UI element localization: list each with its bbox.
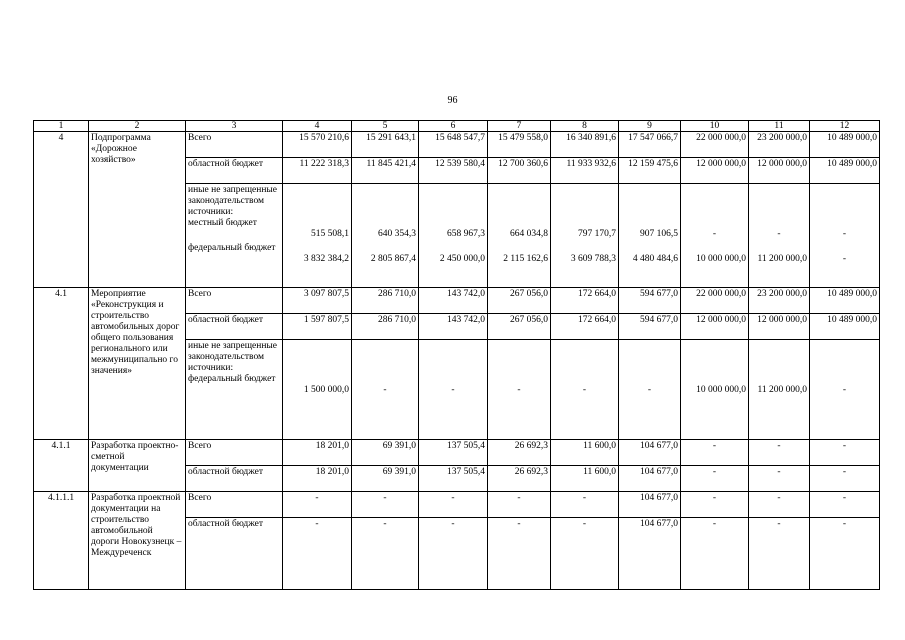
value-cell: 143 742,0 — [419, 288, 488, 314]
value-cell: 664 034,8 2 115 162,6 — [488, 184, 551, 288]
value-cell: - — [810, 440, 880, 466]
value-cell: 26 692,3 — [488, 466, 551, 492]
row-number: 4.1 — [34, 288, 89, 440]
value-cell: 16 340 891,6 — [551, 132, 619, 158]
budget-table — [33, 120, 880, 590]
value-cell: - — [810, 492, 880, 518]
column-header: 3 — [186, 121, 283, 132]
value-cell: - — [749, 466, 810, 492]
row-name: Подпрограмма «Дорожное хозяйство» — [89, 132, 186, 288]
value-cell: - — [749, 518, 810, 590]
value-cell: 18 201,0 — [283, 440, 352, 466]
column-header: 1 — [34, 121, 89, 132]
value-cell: 104 677,0 — [619, 492, 681, 518]
column-header: 12 — [810, 121, 880, 132]
value-cell: 12 159 475,6 — [619, 158, 681, 184]
value-cell: 640 354,3 2 805 867,4 — [352, 184, 419, 288]
other-sources-intro: иные не запрещенные законодательством источники: — [188, 341, 278, 373]
value-cell: 104 677,0 — [619, 440, 681, 466]
value-cell: - 11 200 000,0 — [749, 184, 810, 288]
value-cell: 15 479 558,0 — [488, 132, 551, 158]
line-label: федеральный бюджет — [188, 243, 276, 253]
value-cell: 11 845 421,4 — [352, 158, 419, 184]
value-cell: 1 500 000,0 — [283, 340, 352, 440]
column-header-row — [34, 121, 880, 132]
row-number: 4.1.1 — [34, 440, 89, 492]
other-sources-cell — [186, 184, 283, 288]
value-cell: - — [488, 340, 551, 440]
value-cell: 23 200 000,0 — [749, 132, 810, 158]
value-cell: 22 000 000,0 — [681, 288, 749, 314]
value-cell: - — [352, 518, 419, 590]
value-cell: 267 056,0 — [488, 288, 551, 314]
value-cell: 137 505,4 — [419, 466, 488, 492]
value-cell: 12 000 000,0 — [749, 314, 810, 340]
value-cell: 26 692,3 — [488, 440, 551, 466]
value-cell: 797 170,7 3 609 788,3 — [551, 184, 619, 288]
table-row — [34, 132, 880, 158]
value-cell: 12 700 360,6 — [488, 158, 551, 184]
value-cell: 15 570 210,6 — [283, 132, 352, 158]
value-cell: 17 547 066,7 — [619, 132, 681, 158]
value-cell: 69 391,0 — [352, 440, 419, 466]
value-cell: 11 600,0 — [551, 466, 619, 492]
other-sources-cell — [186, 340, 283, 440]
value-cell: - — [488, 492, 551, 518]
line-label: областной бюджет — [186, 158, 283, 184]
value-cell: - — [810, 466, 880, 492]
column-header: 5 — [352, 121, 419, 132]
page-number: 96 — [447, 95, 458, 106]
other-sources-intro: иные не запрещенные законодательством источники: — [188, 185, 278, 217]
table-row — [34, 492, 880, 518]
column-header: 4 — [283, 121, 352, 132]
value-cell: 12 000 000,0 — [681, 158, 749, 184]
value-cell: - — [749, 492, 810, 518]
column-header: 6 — [419, 121, 488, 132]
value-cell: - — [551, 492, 619, 518]
value-cell: 18 201,0 — [283, 466, 352, 492]
row-name: Мероприятие «Реконструкция и строительство автомобильных дорог общего пользования регионального или межмуниципально го значения» — [89, 288, 186, 440]
value-cell: - - — [810, 184, 880, 288]
value-cell: - — [419, 518, 488, 590]
value-cell: 267 056,0 — [488, 314, 551, 340]
value-cell: 12 539 580,4 — [419, 158, 488, 184]
value-cell: - — [619, 340, 681, 440]
value-cell: 104 677,0 — [619, 466, 681, 492]
column-header: 9 — [619, 121, 681, 132]
line-label: Всего — [186, 492, 283, 518]
value-cell: 12 000 000,0 — [749, 158, 810, 184]
column-header: 2 — [89, 121, 186, 132]
value-cell: - — [419, 340, 488, 440]
table-row — [34, 440, 880, 466]
value-cell: 143 742,0 — [419, 314, 488, 340]
value-cell: - — [283, 492, 352, 518]
value-cell: - — [551, 340, 619, 440]
value-cell: 23 200 000,0 — [749, 288, 810, 314]
value-cell: - — [681, 518, 749, 590]
value-cell: - — [749, 440, 810, 466]
value-cell: 10 489 000,0 — [810, 132, 880, 158]
value-cell: 11 222 318,3 — [283, 158, 352, 184]
value-cell: - — [488, 518, 551, 590]
table-row — [34, 288, 880, 314]
value-cell: 11 600,0 — [551, 440, 619, 466]
value-cell: 594 677,0 — [619, 288, 681, 314]
value-cell: 658 967,3 2 450 000,0 — [419, 184, 488, 288]
value-cell: 286 710,0 — [352, 314, 419, 340]
value-cell: 22 000 000,0 — [681, 132, 749, 158]
value-cell: - — [419, 492, 488, 518]
value-cell: 69 391,0 — [352, 466, 419, 492]
line-label: Всего — [186, 132, 283, 158]
value-cell: - — [810, 340, 880, 440]
value-cell: 10 489 000,0 — [810, 288, 880, 314]
value-cell: 11 933 932,6 — [551, 158, 619, 184]
value-cell: - — [810, 518, 880, 590]
line-label: федеральный бюджет — [188, 374, 276, 384]
value-cell: 11 200 000,0 — [749, 340, 810, 440]
value-cell: - — [681, 466, 749, 492]
value-cell: - — [283, 518, 352, 590]
row-name: Разработка проектно-сметной документации — [89, 440, 186, 492]
line-label: областной бюджет — [186, 518, 283, 590]
value-cell: - — [352, 340, 419, 440]
value-cell: 137 505,4 — [419, 440, 488, 466]
line-label: областной бюджет — [186, 314, 283, 340]
value-cell: 10 489 000,0 — [810, 314, 880, 340]
column-header: 11 — [749, 121, 810, 132]
value-cell: 172 664,0 — [551, 314, 619, 340]
value-cell: 12 000 000,0 — [681, 314, 749, 340]
line-label: Всего — [186, 440, 283, 466]
value-cell: - — [681, 440, 749, 466]
column-header: 10 — [681, 121, 749, 132]
row-number: 4.1.1.1 — [34, 492, 89, 590]
value-cell: - — [352, 492, 419, 518]
row-name: Разработка проектной документации на строительство автомобильной дороги Новокузнецк – Междуреченск — [89, 492, 186, 590]
row-number: 4 — [34, 132, 89, 288]
column-header: 7 — [488, 121, 551, 132]
value-cell: 3 097 807,5 — [283, 288, 352, 314]
line-label: областной бюджет — [186, 466, 283, 492]
value-cell: - — [551, 518, 619, 590]
value-cell: 15 648 547,7 — [419, 132, 488, 158]
value-cell: 594 677,0 — [619, 314, 681, 340]
value-cell: 10 489 000,0 — [810, 158, 880, 184]
value-cell: 907 106,5 4 480 484,6 — [619, 184, 681, 288]
value-cell: 515 508,1 3 832 384,2 — [283, 184, 352, 288]
column-header: 8 — [551, 121, 619, 132]
line-label: Всего — [186, 288, 283, 314]
value-cell: 286 710,0 — [352, 288, 419, 314]
value-cell: - 10 000 000,0 — [681, 184, 749, 288]
value-cell: 104 677,0 — [619, 518, 681, 590]
value-cell: 172 664,0 — [551, 288, 619, 314]
line-label: местный бюджет — [188, 218, 257, 228]
value-cell: 1 597 807,5 — [283, 314, 352, 340]
value-cell: - — [681, 492, 749, 518]
value-cell: 15 291 643,1 — [352, 132, 419, 158]
value-cell: 10 000 000,0 — [681, 340, 749, 440]
